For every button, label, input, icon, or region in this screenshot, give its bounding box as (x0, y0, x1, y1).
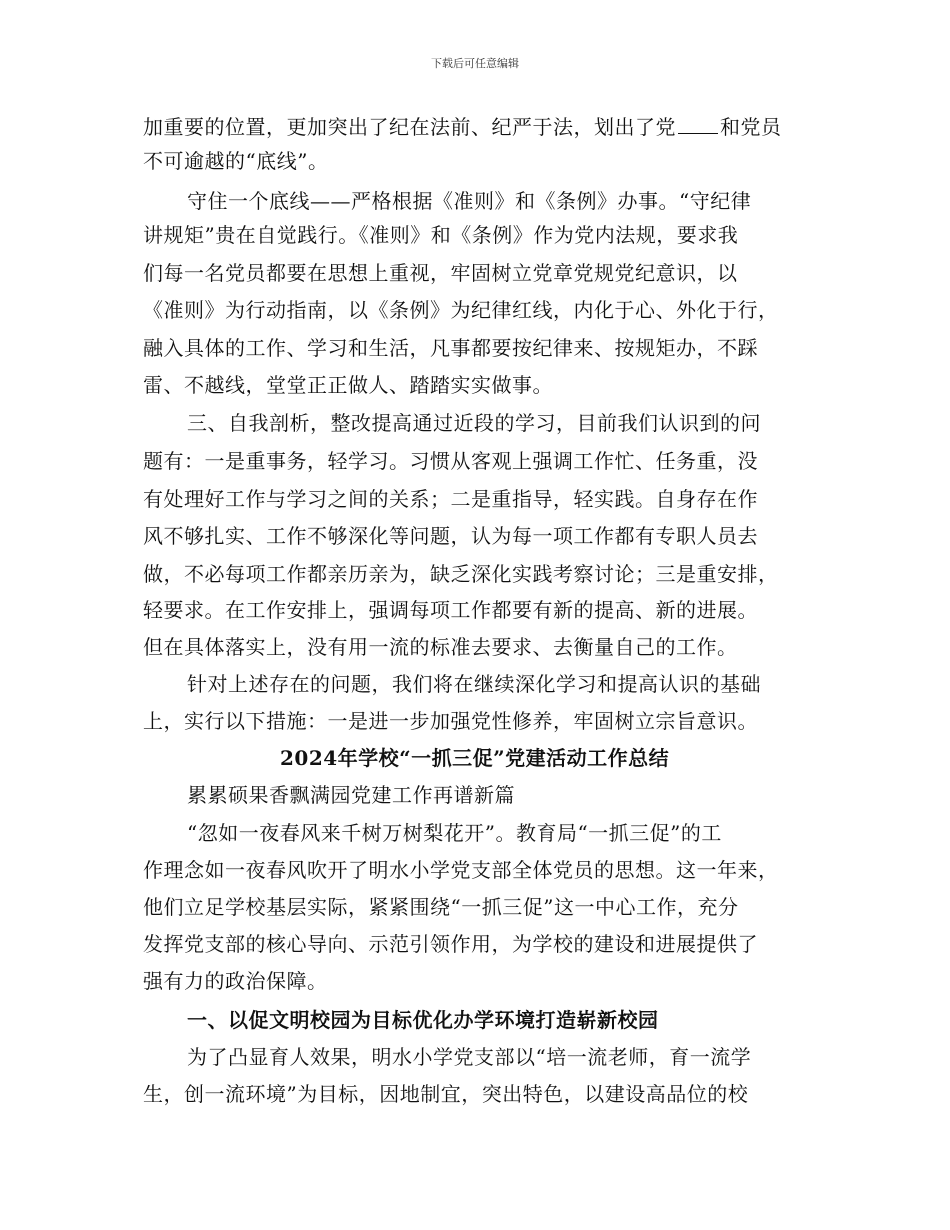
paragraph-line: 不可逾越的“底线”。 (143, 149, 329, 173)
paragraph-line: 强有力的政治保障。 (143, 969, 328, 993)
paragraph-line: 有处理好工作与学习之间的关系；二是重指导，轻实践。自身存在作 (143, 487, 758, 511)
paragraph-line (143, 115, 782, 139)
paragraph-line: 上，实行以下措施：一是进一步加强党性修养，牢固树立宗旨意识。 (143, 709, 758, 733)
paragraph-line: 轻要求。在工作安排上，强调每项工作都要有新的提高、新的进展。 (143, 598, 758, 622)
text-fragment: 加重要的位置，更加突出了纪在法前、纪严于法，划出了党 (143, 115, 676, 139)
paragraph-line: 们每一名党员都要在思想上重视，牢固树立党章党规党纪意识，以 (143, 261, 738, 285)
paragraph-line: 为了凸显育人效果，明水小学党支部以“培一流老师，育一流学 (187, 1045, 752, 1069)
paragraph-line: 《准则》为行动指南，以《条例》为纪律红线，内化于心、外化于行， (143, 298, 779, 322)
text-fragment: 和党员 (720, 115, 782, 139)
paragraph-line: 风不够扎实、工作不够深化等问题，认为每一项工作都有专职人员去 (143, 524, 758, 548)
paragraph-line: 针对上述存在的问题，我们将在继续深化学习和提高认识的基础 (187, 672, 761, 696)
document-title: 2024年学校“一抓三促”党建活动工作总结 (280, 746, 670, 770)
paragraph-line: 雷、不越线，堂堂正正做人、踏踏实实做事。 (143, 373, 553, 397)
paragraph-line: 发挥党支部的核心导向、示范引领作用，为学校的建设和进展提供了 (143, 932, 758, 956)
section-heading: 一、以促文明校园为目标优化办学环境打造崭新校园 (187, 1008, 659, 1032)
paragraph-line: 生，创一流环境”为目标，因地制宜，突出特色，以建设高品位的校 (143, 1082, 749, 1106)
paragraph-line: 做，不必每项工作都亲历亲为，缺乏深化实践考察讨论；三是重安排， (143, 562, 779, 586)
paragraph-line: 但在具体落实上，没有用一流的标准去要求、去衡量自己的工作。 (143, 635, 738, 659)
paragraph-line: 讲规矩”贵在自觉践行。《准则》和《条例》作为党内法规，要求我 (143, 223, 739, 247)
document-subtitle: 累累硕果香飘满园党建工作再谱新篇 (187, 783, 515, 807)
paragraph-line: 融入具体的工作、学习和生活，凡事都要按纪律来、按规矩办，不踩 (143, 336, 758, 360)
page-header-note: 下载后可任意编辑 (431, 57, 519, 70)
paragraph-line: 他们立足学校基层实际，紧紧围绕“一抓三促”这一中心工作，充分 (143, 895, 739, 919)
paragraph-line: 守住一个底线——严格根据《准则》和《条例》办事。“守纪律 (187, 189, 752, 213)
paragraph-line: 三、自我剖析，整改提高通过近段的学习，目前我们认识到的问 (187, 411, 761, 435)
paragraph-line: 题有：一是重事务，轻学习。习惯从客观上强调工作忙、任务重，没 (143, 449, 758, 473)
fill-in-blank (678, 115, 718, 134)
paragraph-line: “忽如一夜春风来千树万树梨花开”。教育局“一抓三促”的工 (187, 821, 722, 845)
paragraph-line: 作理念如一夜春风吹开了明水小学党支部全体党员的思想。这一年来， (143, 858, 779, 882)
